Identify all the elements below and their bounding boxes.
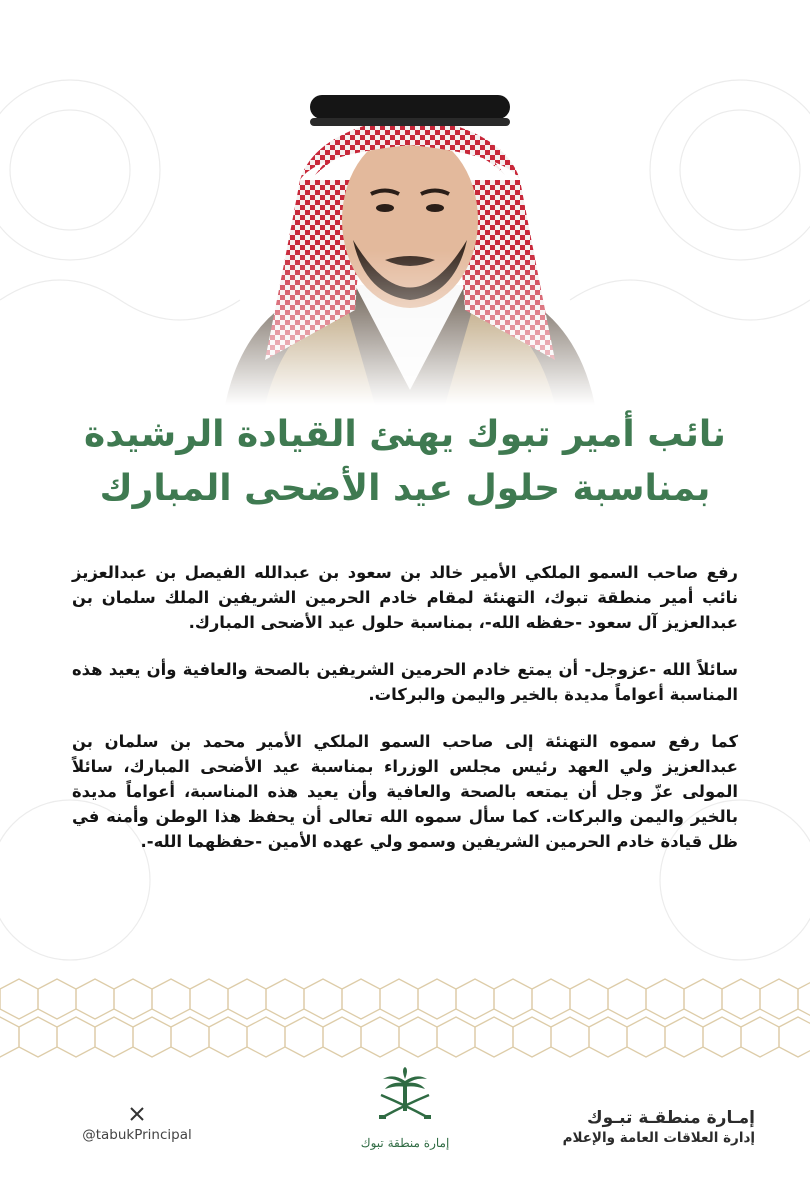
lattice-cell	[722, 979, 760, 1019]
saudi-palm-swords-emblem-icon	[355, 1065, 455, 1165]
statement-body	[72, 560, 738, 876]
lattice-cell	[285, 1017, 323, 1057]
organization-block	[495, 1108, 755, 1146]
lattice-cell	[627, 1017, 665, 1057]
lattice-cell	[380, 979, 418, 1019]
lattice-cell	[19, 1017, 57, 1057]
lattice-ornament-band	[0, 975, 810, 1060]
body-paragraph: سائلاً الله -عزوجل- أن يمتع خادم الحرمين الشريفين بالصحة والعافية وأن يعيد هذه المناسبة أعواماً مديدة بالخير واليمن والبركات.	[72, 660, 738, 704]
lattice-cell	[684, 979, 722, 1019]
lattice-cell	[228, 979, 266, 1019]
lattice-cell	[532, 979, 570, 1019]
lattice-cell	[76, 979, 114, 1019]
lattice-cell	[760, 979, 798, 1019]
lattice-cell	[190, 979, 228, 1019]
lattice-cell	[399, 1017, 437, 1057]
lattice-cell	[551, 1017, 589, 1057]
x-logo-icon	[130, 1107, 144, 1121]
lattice-cell	[0, 979, 38, 1019]
headline	[40, 408, 770, 516]
lattice-cell	[304, 979, 342, 1019]
emblem-caption: إمارة منطقة تبوك	[360, 1136, 450, 1150]
headline-line-1: نائب أمير تبوك يهنئ القيادة الرشيدة	[84, 414, 726, 455]
body-paragraph: كما رفع سموه التهنئة إلى صاحب السمو الملكي الأمير محمد بن سلمان بن عبدالعزيز ولي العهد رئيس مجلس الوزراء بمناسبة عيد الأضحى المبارك، سائلاً المولى عزّ وجل أن يمتعه بالصحة والعافية وأن يعيد هذه المناسبة، أعواماً مديدة بالخير واليمن والبركات. كما سأل سموه الله تعالى أن يحفظ هذا الوطن وأمنه في ظل قيادة خادم الحرمين الشريفين وسمو ولي عهده الأمين -حفظهما الله-.	[72, 732, 738, 851]
lattice-cell	[665, 1017, 703, 1057]
lattice-cell	[247, 1017, 285, 1057]
lattice-cell	[570, 979, 608, 1019]
lattice-cell	[114, 979, 152, 1019]
organization-department: إدارة العلاقات العامة والإعلام	[562, 1130, 755, 1146]
lattice-cell	[418, 979, 456, 1019]
lattice-cell	[57, 1017, 95, 1057]
social-handle-block	[62, 1106, 212, 1143]
lattice-cell	[589, 1017, 627, 1057]
lattice-cell	[741, 1017, 779, 1057]
organization-title: إمـارة منطقـة تبـوك	[587, 1108, 755, 1128]
lattice-cell	[513, 1017, 551, 1057]
lattice-cell	[323, 1017, 361, 1057]
lattice-cell	[209, 1017, 247, 1057]
lattice-cell	[703, 1017, 741, 1057]
lattice-cell	[0, 1017, 19, 1057]
lattice-cell	[152, 979, 190, 1019]
headline-line-2: بمناسبة حلول عيد الأضحى المبارك	[99, 468, 711, 509]
lattice-cell	[266, 979, 304, 1019]
lattice-cell	[38, 979, 76, 1019]
lattice-cell	[95, 1017, 133, 1057]
lattice-cell	[798, 979, 810, 1019]
lattice-cell	[779, 1017, 810, 1057]
lattice-cell	[494, 979, 532, 1019]
lattice-cell	[475, 1017, 513, 1057]
lattice-cell	[646, 979, 684, 1019]
body-paragraph: رفع صاحب السمو الملكي الأمير خالد بن سعود بن عبدالله الفيصل بن عبدالعزيز نائب أمير منطقة تبوك، التهنئة لمقام خادم الحرمين الشريفين الملك سلمان بن عبدالعزيز آل سعود -حفظه الله-، بمناسبة حلول عيد الأضحى المبارك.	[72, 563, 738, 632]
lattice-cell	[171, 1017, 209, 1057]
lattice-cell	[608, 979, 646, 1019]
lattice-cell	[361, 1017, 399, 1057]
lattice-cell	[133, 1017, 171, 1057]
lattice-cell	[456, 979, 494, 1019]
lattice-cell	[342, 979, 380, 1019]
prince-portrait	[205, 60, 615, 405]
social-handle[interactable]: @tabukPrincipal	[82, 1127, 192, 1143]
lattice-cell	[437, 1017, 475, 1057]
